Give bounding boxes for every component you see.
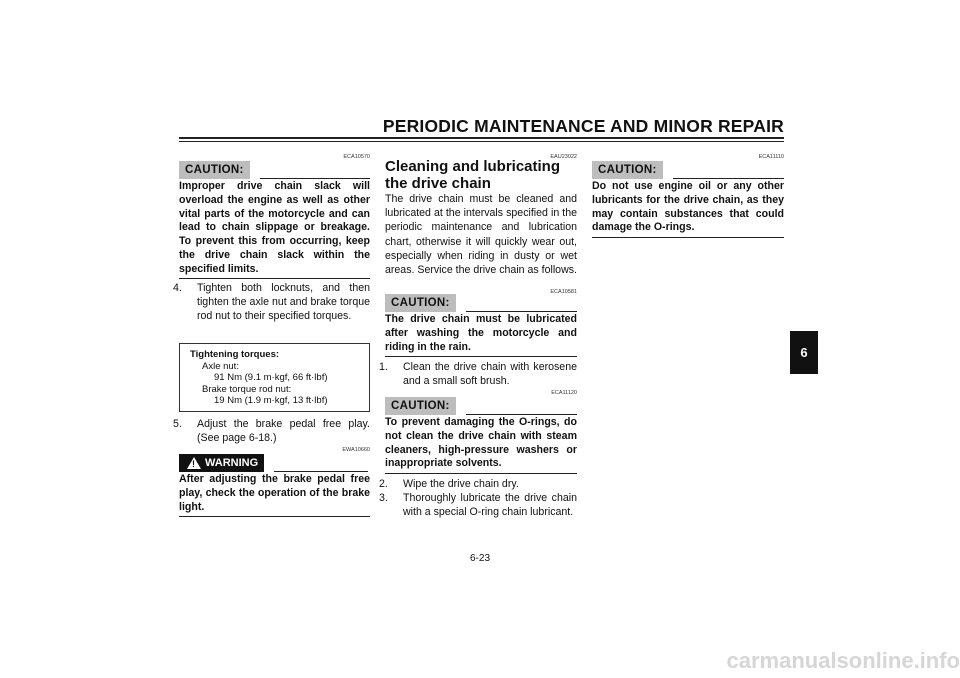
step-text: Clean the drive chain with kerosene and a small soft brush. <box>403 361 577 387</box>
warning-triangle-icon: ! <box>187 457 201 469</box>
caution-text: Do not use engine oil or any other lubricants for the drive chain, as they may contain substances that could damage the O-rings. <box>592 180 784 234</box>
caution-rule <box>673 178 784 179</box>
step-number: 5. <box>173 418 182 430</box>
caution-end-rule <box>385 473 577 474</box>
caution-end-rule <box>592 237 784 238</box>
brake-rod-label: Brake torque rod nut: <box>202 383 292 395</box>
step-text: Thoroughly lubricate the drive chain with a special O-ring chain lubricant. <box>403 492 577 518</box>
caution-badge: CAUTION: <box>385 294 456 312</box>
caution-code: ECA11110 <box>758 154 784 160</box>
chapter-tab: 6 <box>790 331 818 374</box>
caution-code: ECA10570 <box>343 154 370 160</box>
torque-title: Tightening torques: <box>190 349 280 360</box>
caution-text: The drive chain must be lubricated after washing the motorcycle and riding in the rain. <box>385 313 577 353</box>
warning-text: After adjusting the brake pedal free play, check the operation of the brake light. <box>179 473 370 513</box>
warning-rule <box>274 471 368 472</box>
step-3 <box>379 491 577 519</box>
caution-end-rule <box>179 278 370 279</box>
warning-header <box>179 454 370 472</box>
warning-end-rule <box>179 516 370 517</box>
caution-rule <box>260 178 370 179</box>
step-5 <box>173 417 370 445</box>
header-rule <box>179 137 784 139</box>
caution-rule <box>466 414 577 415</box>
watermark: carmanualsonline.info <box>726 648 960 673</box>
step-number: 3. <box>379 492 388 504</box>
caution-end-rule <box>385 356 577 357</box>
step-1 <box>379 360 577 388</box>
warning-label: WARNING <box>205 457 259 469</box>
torque-box <box>179 343 370 412</box>
step-text: Adjust the brake pedal free play. (See page 6-18.) <box>197 418 370 444</box>
caution-header <box>179 161 370 179</box>
step-4 <box>173 281 370 323</box>
caution-text: Improper drive chain slack will overload the engine as well as other vital parts of the motorcycle and can lead to chain slippage or breakage. To prevent this from occurring, keep the drive chain slack within the specified limits. <box>179 180 370 275</box>
axle-nut-label: Axle nut: <box>202 360 239 372</box>
step-number: 2. <box>379 478 388 490</box>
page-number: 6-23 <box>469 553 490 564</box>
caution-code: ECA10581 <box>550 289 577 295</box>
caution-badge: CAUTION: <box>179 161 250 179</box>
caution-header <box>592 161 784 179</box>
caution-badge: CAUTION: <box>592 161 663 179</box>
caution-header <box>385 294 577 312</box>
caution-header <box>385 397 577 415</box>
step-2 <box>379 477 577 491</box>
step-number: 1. <box>379 361 388 373</box>
caution-text: To prevent damaging the O-rings, do not clean the drive chain with steam cleaners, high-pressure washers or inappropriate solvents. <box>385 416 577 470</box>
caution-code: ECA11120 <box>551 390 577 396</box>
step-text: Wipe the drive chain dry. <box>403 478 519 490</box>
section-intro: The drive chain must be cleaned and lubricated at the intervals specified in the periodic maintenance and lubrication chart, otherwise it will quickly wear out, especially when riding in dusty or wet areas. Service the drive chain as follows. <box>385 193 577 277</box>
section-title: Cleaning and lubricating the drive chain <box>385 158 561 192</box>
section-code: EAU23022 <box>550 154 577 160</box>
warning-code: EWA10660 <box>342 447 370 453</box>
axle-nut-value: 91 Nm (9.1 m·kgf, 66 ft·lbf) <box>214 372 328 384</box>
page-title: PERIODIC MAINTENANCE AND MINOR REPAIR <box>382 116 784 136</box>
caution-badge: CAUTION: <box>385 397 456 415</box>
step-text: Tighten both locknuts, and then tighten the axle nut and brake torque rod nut to their specified torques. <box>197 282 370 322</box>
header-rule-thin <box>179 141 784 142</box>
brake-rod-value: 19 Nm (1.9 m·kgf, 13 ft·lbf) <box>214 395 328 407</box>
caution-rule <box>466 311 577 312</box>
step-number: 4. <box>173 282 182 294</box>
warning-badge <box>179 454 264 472</box>
